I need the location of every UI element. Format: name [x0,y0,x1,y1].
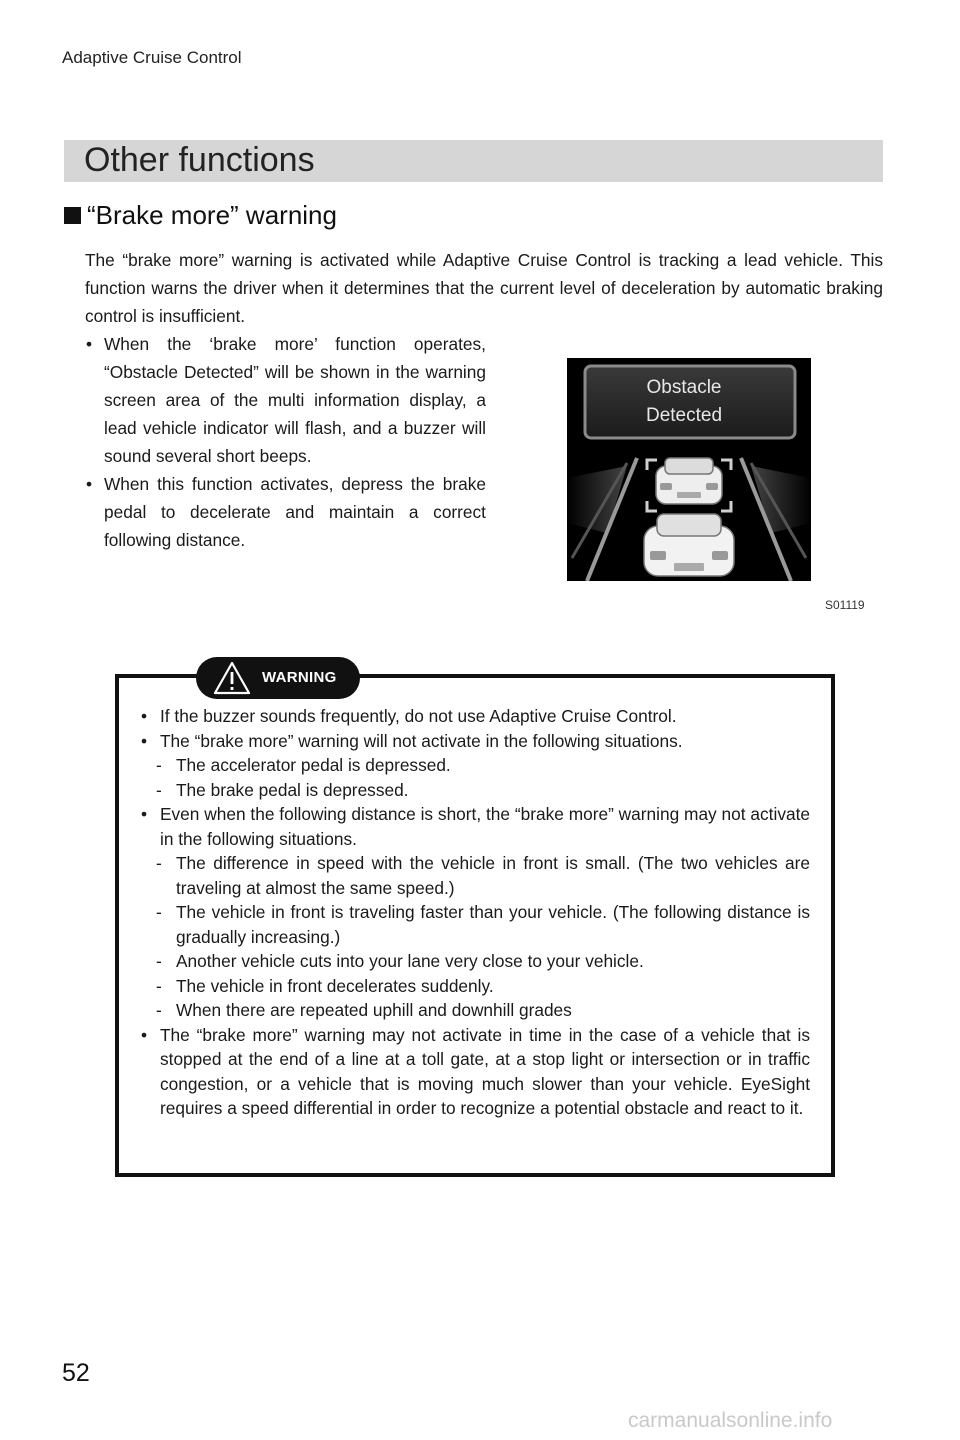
warning-item [140,704,810,729]
watermark: carmanualsonline.info [628,1409,833,1432]
warning-subitem [140,900,810,949]
dash-icon: - [156,951,162,971]
bullet-text: When the ‘brake more’ function operates, “Obstacle Detected” will be shown in the warning screen area of the multi information display, a lead vehicle indicator will flash, and a buzzer will sound several short beeps. [104,334,486,466]
dash-icon: - [156,1000,162,1020]
page-number: 52 [62,1359,90,1387]
display-message-line2: Detected [645,405,723,426]
multi-information-display-illustration [567,358,811,581]
section-title: Other functions [84,141,315,179]
bullet-icon: • [86,334,93,354]
dash-icon: - [156,779,162,800]
dash-icon: - [156,975,162,996]
warning-item [140,729,810,754]
warning-item-text: The “brake more” warning will not activate in the following situations. [160,730,683,751]
lead-vehicle-icon [656,458,722,504]
subsection-title: “Brake more” warning [87,200,337,230]
warning-label: WARNING [262,669,337,686]
warning-item-text: Even when the following distance is short, the “brake more” warning may not activate in the following situations. [160,804,810,849]
section-header-bar [64,140,883,182]
bullet-icon: • [86,474,93,494]
warning-subitem [140,778,810,803]
bullet-item [85,330,486,470]
own-vehicle-icon [644,514,734,576]
warning-subitem-text: The vehicle in front decelerates suddenly. [176,975,494,996]
warning-content [140,704,810,1121]
warning-subitem [140,753,810,778]
warning-subitem-text: The vehicle in front is traveling faster than your vehicle. (The following distance is gradually increasing.) [176,902,810,947]
warning-subitem [140,851,810,900]
display-message-line1: Obstacle [646,377,722,398]
warning-subitem-text: When there are repeated uphill and downhill grades [176,1000,572,1020]
dash-icon: - [156,853,162,873]
warning-item-text: The “brake more” warning may not activate in time in the case of a vehicle that is stopped at the end of a line at a toll gate, at a stop light or intersection or in traffic congestion, or a vehicle that is moving much slower than your vehicle. EyeSight requires a speed differential in order to recognize a potential obstacle and react to it. [160,1024,810,1118]
bullet-item [85,470,486,554]
warning-subitem-text: The difference in speed with the vehicle in front is small. (The two vehicles are traveling at almost the same speed.) [176,853,810,898]
bullet-text: When this function activates, depress the brake pedal to decelerate and maintain a correct following distance. [104,474,486,550]
dash-icon: - [156,755,162,775]
warning-item-text: If the buzzer sounds frequently, do not use Adaptive Cruise Control. [160,706,677,726]
dash-icon: - [156,902,162,922]
warning-subitem-text: The brake pedal is depressed. [176,779,409,800]
bullet-icon: • [141,1024,148,1045]
figure-caption: S01119 [825,598,865,612]
square-bullet-icon [64,207,81,224]
bullet-list [85,330,486,554]
warning-item [140,1023,810,1121]
intro-paragraph: The “brake more” warning is activated while Adaptive Cruise Control is tracking a lead vehicle. This function warns the driver when it determines that the current level of deceleration by automatic braking control is insufficient. [85,250,883,326]
warning-item [140,802,810,851]
bullet-icon: • [141,706,148,726]
warning-subitem-text: The accelerator pedal is depressed. [176,755,451,775]
bullet-icon: • [141,804,148,824]
warning-subitem [140,998,810,1023]
warning-subitem-text: Another vehicle cuts into your lane very close to your vehicle. [176,951,644,971]
warning-label-badge [196,657,360,699]
running-header: Adaptive Cruise Control [62,48,242,67]
warning-subitem [140,974,810,999]
bullet-icon: • [141,730,148,751]
subsection-heading [64,200,337,231]
obstacle-detected-display-figure [567,358,811,581]
warning-triangle-icon [212,660,252,696]
warning-subitem [140,949,810,974]
